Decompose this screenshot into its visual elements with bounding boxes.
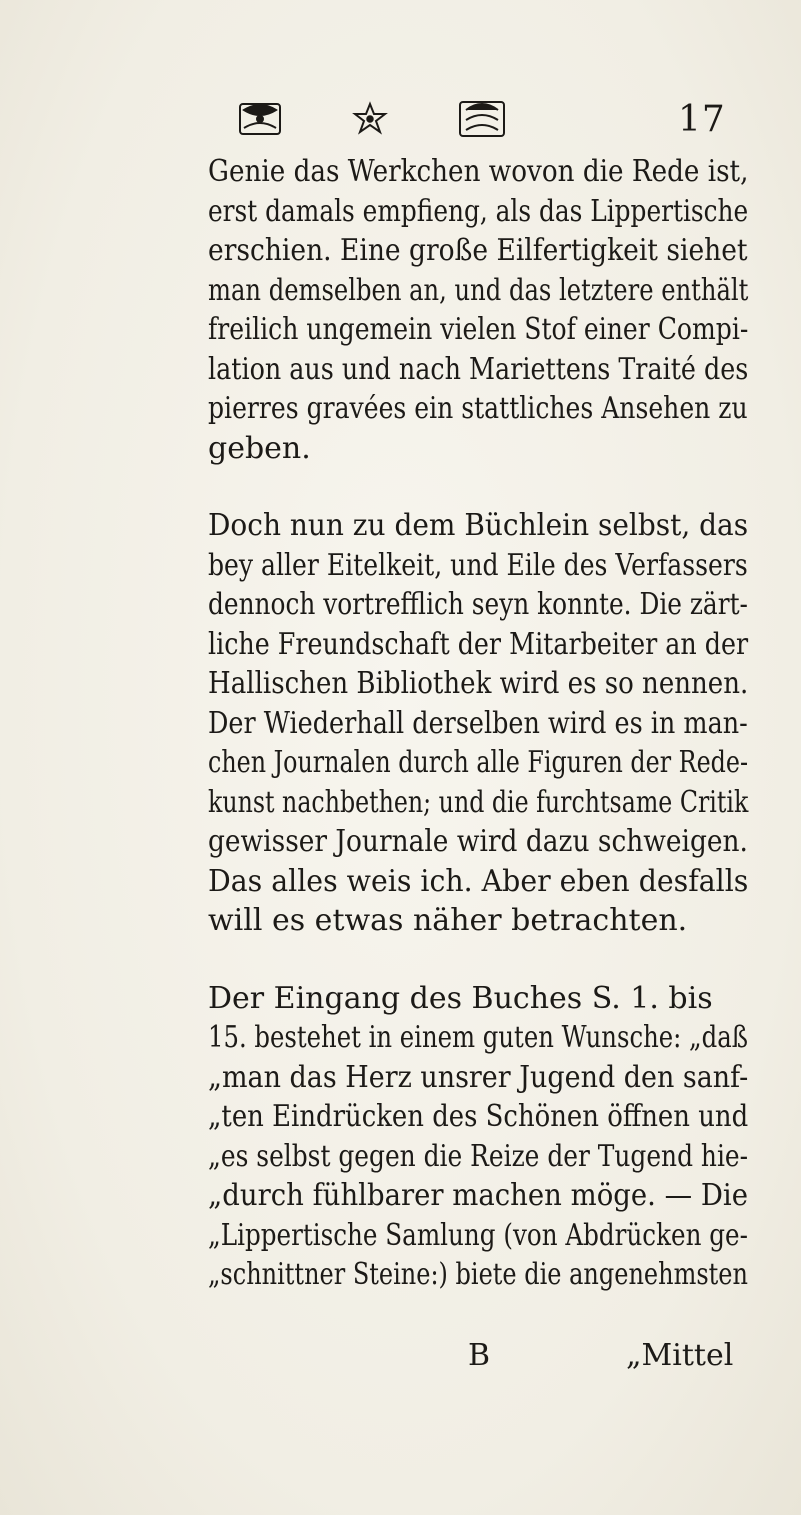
text-line: pierres gravées ein stattliches Ansehen zu	[208, 391, 748, 426]
text-line: Das alles weis ich. Aber eben desfalls	[208, 863, 749, 899]
text-line: „schnittner Steine:) biete die angenehmsten	[208, 1257, 748, 1292]
text-line: gewisser Journale wird dazu schweigen.	[208, 824, 748, 859]
signature-mark: B	[468, 1338, 491, 1373]
text-line: Doch nun zu dem Büchlein selbst, das	[208, 508, 749, 543]
star-ornament-icon	[355, 104, 385, 132]
text-line: will es etwas näher betrachten.	[208, 903, 688, 938]
text-line: dennoch vortrefflich seyn konnte. Die zärt-	[208, 587, 748, 622]
text-line: lation aus und nach Mariettens Traité des	[208, 351, 749, 387]
page-header	[230, 96, 730, 146]
text-line: bey aller Eitelkeit, und Eile des Verfassers	[208, 547, 748, 583]
text-line: geben.	[208, 430, 311, 466]
text-line: 15. bestehet in einem guten Wunsche: „daß	[208, 1020, 748, 1055]
header-ornaments	[230, 96, 550, 146]
catchword: „Mittel	[626, 1338, 734, 1373]
paragraph-2	[208, 506, 748, 941]
text-line: erst damals empfieng, als das Lippertische	[208, 193, 749, 229]
text-line: liche Freundschaft der Mitarbeiter an der	[208, 626, 749, 662]
page-footer	[208, 1336, 748, 1380]
text-line: „es selbst gegen die Reize der Tugend hie-	[208, 1138, 749, 1174]
text-line: „durch fühlbarer machen möge. — Die	[208, 1178, 749, 1213]
text-line: erschien. Eine große Eilfertigkeit siehet	[208, 233, 748, 268]
text-line: chen Journalen durch alle Figuren der Rede-	[208, 745, 748, 780]
paragraph-3	[208, 979, 748, 1295]
paragraph-1	[208, 152, 748, 468]
text-line: Der Eingang des Buches S. 1. bis	[208, 980, 713, 1016]
text-line: man demselben an, und das letztere enthält	[208, 272, 749, 308]
body-text	[208, 152, 748, 1333]
ornament-left-icon	[240, 104, 280, 134]
page-number: 17	[678, 99, 726, 140]
text-line: Hallischen Bibliothek wird es so nennen.	[208, 666, 749, 701]
text-line: „man das Herz unsrer Jugend den sanf-	[208, 1059, 749, 1095]
ornament-right-icon	[460, 102, 504, 136]
text-line: freilich ungemein vielen Stof einer Compi-	[208, 312, 749, 347]
text-line: „ten Eindrücken des Schönen öffnen und	[208, 1099, 749, 1134]
text-line: Der Wiederhall derselben wird es in man-	[208, 705, 748, 741]
text-line: Genie das Werkchen wovon die Rede ist,	[208, 154, 749, 189]
text-line: kunst nachbethen; und die furchtsame Critik	[208, 784, 749, 820]
text-line: „Lippertische Samlung (von Abdrücken ge-	[208, 1217, 748, 1253]
